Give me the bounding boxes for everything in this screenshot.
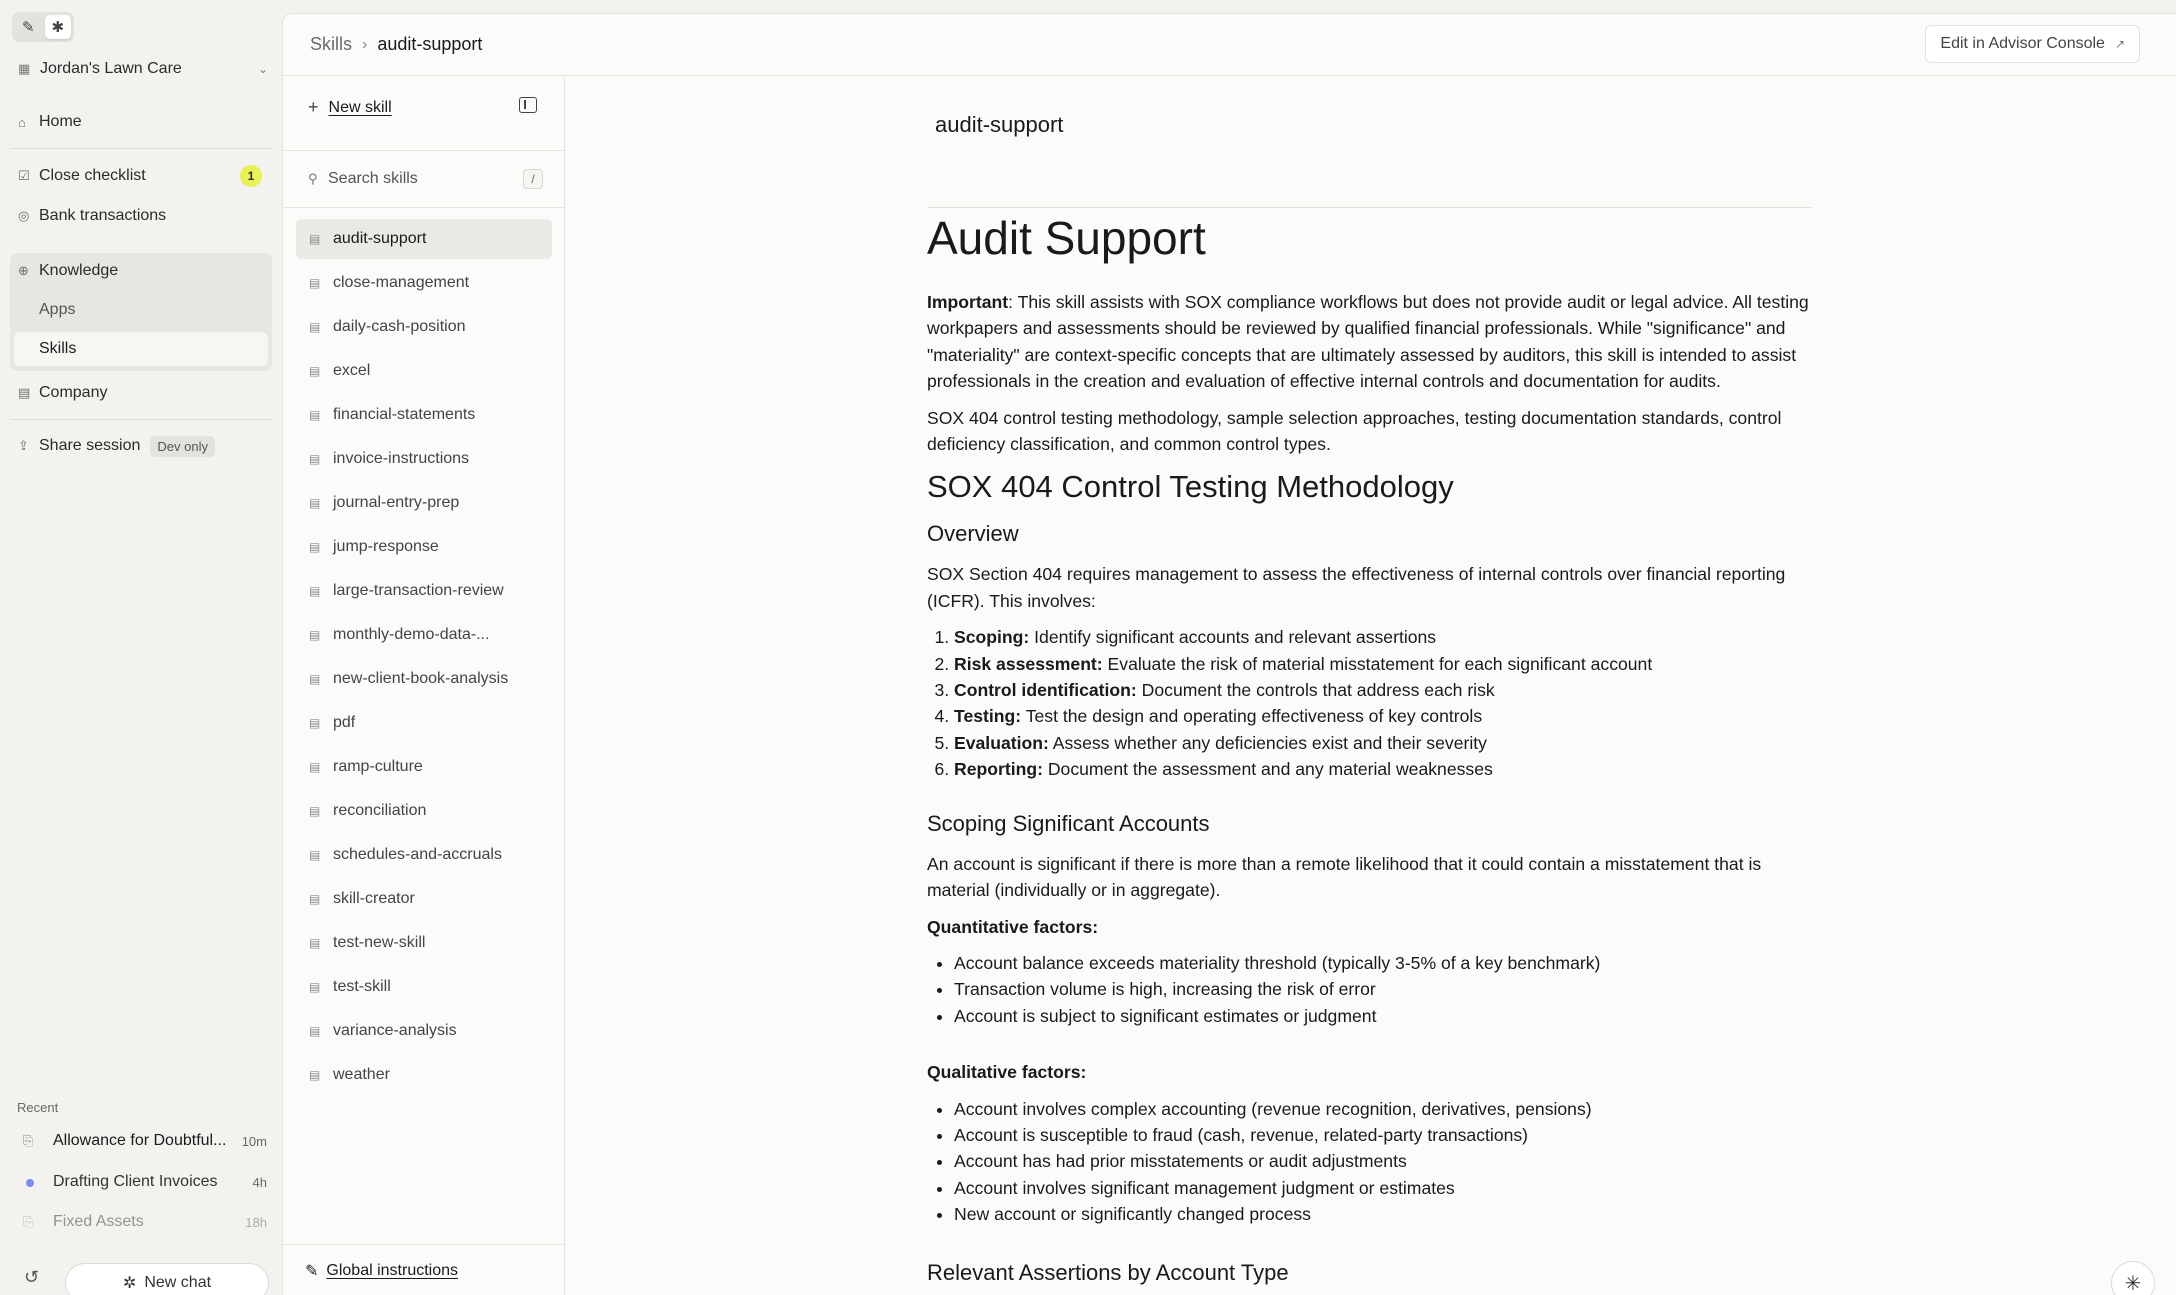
- doc-title: Audit Support: [927, 212, 1206, 264]
- step-text: Document the assessment and any material weaknesses: [1042, 759, 1493, 780]
- breadcrumb-separator: ›: [362, 35, 368, 53]
- nav-divider: [10, 419, 272, 420]
- file-icon: ▤: [309, 936, 321, 950]
- keyboard-shortcut-hint: /: [523, 169, 543, 189]
- nav-close-checklist-label: Close checklist: [39, 167, 146, 184]
- chevron-down-icon: ⌄: [257, 62, 268, 76]
- globe-icon: ⊕: [18, 263, 29, 278]
- file-icon: ▤: [309, 584, 321, 598]
- file-icon: ▤: [309, 672, 321, 686]
- edit-button-label: Edit in Advisor Console: [1940, 35, 2105, 52]
- skill-list-item-label: daily-cash-position: [333, 318, 466, 335]
- new-skill-label: New skill: [328, 98, 392, 116]
- left-nav: [0, 0, 282, 1295]
- list-item: • Transaction volume is high, increasing the risk of error: [954, 976, 1811, 1002]
- building-icon: ▦: [18, 61, 31, 76]
- list-item: [954, 730, 1811, 756]
- skill-list-item[interactable]: [296, 1055, 552, 1095]
- file-icon: ▤: [309, 408, 321, 422]
- recent-chat[interactable]: [17, 1164, 267, 1200]
- skill-list-item[interactable]: [296, 351, 552, 391]
- file-icon: ▤: [309, 1024, 321, 1038]
- external-link-icon: ↗: [2114, 37, 2125, 51]
- file-icon: ▤: [309, 1068, 321, 1082]
- section-heading: SOX 404 Control Testing Methodology: [927, 469, 1454, 505]
- nav-share-session-label: Share session: [39, 437, 141, 454]
- step-label: Reporting:: [954, 759, 1043, 780]
- nav-home-label: Home: [39, 113, 82, 130]
- file-icon: ▤: [309, 452, 321, 466]
- nav-divider: [10, 148, 272, 149]
- skill-list-item[interactable]: [296, 879, 552, 919]
- nav-footer: [0, 1255, 282, 1295]
- edit-icon: ✎: [305, 1262, 319, 1280]
- file-icon: ▤: [309, 276, 321, 290]
- list-item: [954, 756, 1811, 782]
- breadcrumb-skills[interactable]: Skills: [310, 34, 353, 54]
- skill-list-item[interactable]: [296, 923, 552, 963]
- list-item: • Account is susceptible to fraud (cash, revenue, related-party transactions): [954, 1122, 1811, 1148]
- skill-list-item-label: invoice-instructions: [333, 450, 470, 467]
- skill-list-item[interactable]: [296, 615, 552, 655]
- skill-list-item-label: reconciliation: [333, 802, 427, 819]
- new-skill-button[interactable]: [308, 97, 392, 118]
- nav-close-checklist[interactable]: [10, 158, 272, 194]
- list-item: [954, 651, 1811, 677]
- nav-share-session[interactable]: [10, 428, 272, 464]
- list-item: • Account involves complex accounting (revenue recognition, derivatives, pensions): [954, 1096, 1811, 1122]
- step-label: Evaluation:: [954, 732, 1049, 753]
- recent-chat-time: 10m: [241, 1133, 267, 1149]
- subsection-heading: Relevant Assertions by Account Type: [927, 1259, 1289, 1285]
- file-icon: ▤: [309, 892, 321, 906]
- list-item: • Account has had prior misstatements or audit adjustments: [954, 1148, 1811, 1174]
- file-icon: ▤: [309, 716, 321, 730]
- step-text: Test the design and operating effectiveness of key controls: [1021, 706, 1483, 727]
- sidebar-toggle-icon[interactable]: [519, 97, 537, 113]
- main-panel: [282, 13, 2176, 1295]
- overview-paragraph: SOX Section 404 requires management to assess the effectiveness of internal controls over financial reporting (ICFR). This involves:: [927, 564, 1786, 611]
- subsection-heading: Scoping Significant Accounts: [927, 810, 1210, 836]
- dev-only-badge: Dev only: [150, 436, 215, 457]
- skill-list-item-label: jump-response: [333, 538, 439, 555]
- quantitative-heading: Quantitative factors:: [927, 916, 1099, 937]
- scoping-paragraph: An account is significant if there is more than a remote likelihood that it could contain a misstatement that is material (individually or in aggregate).: [927, 853, 1762, 901]
- recent-chat[interactable]: [17, 1204, 267, 1240]
- nav-bank-transactions-label: Bank transactions: [39, 207, 167, 224]
- skill-list-item-label: large-transaction-review: [333, 582, 504, 599]
- sparkle-icon: ✲: [122, 1275, 137, 1292]
- skill-list-item[interactable]: [296, 263, 552, 303]
- home-icon: ⌂: [18, 114, 26, 130]
- skill-list-item[interactable]: [296, 791, 552, 831]
- step-text: Evaluate the risk of material misstatement for each significant account: [1102, 653, 1653, 674]
- skill-list-item-label: weather: [333, 1066, 390, 1083]
- intro-paragraph: SOX 404 control testing methodology, sample selection approaches, testing documentation standards, control deficiency classification, and common control types.: [927, 407, 1782, 455]
- list-item: • Account involves significant management judgment or estimates: [954, 1175, 1811, 1201]
- skill-list-item[interactable]: [296, 307, 552, 347]
- step-label: Testing:: [954, 706, 1022, 727]
- breadcrumb-current: audit-support: [377, 34, 483, 54]
- list-item: [954, 624, 1811, 650]
- skill-list-item-label: pdf: [333, 714, 356, 731]
- recent-label: Recent: [17, 1100, 59, 1115]
- step-label: Scoping:: [954, 627, 1030, 648]
- skill-list-item[interactable]: [296, 703, 552, 743]
- recent-chat-title: Fixed Assets: [53, 1213, 144, 1230]
- skill-list-item-label: journal-entry-prep: [333, 494, 460, 511]
- subsection-heading: Overview: [927, 521, 1019, 547]
- skill-list-item[interactable]: [296, 747, 552, 787]
- file-icon: ▤: [309, 760, 321, 774]
- nav-knowledge[interactable]: [10, 253, 272, 289]
- skill-list-item-label: excel: [333, 362, 371, 379]
- doc-divider: [927, 207, 1811, 208]
- recent-chat-title: Drafting Client Invoices: [53, 1173, 218, 1190]
- file-icon: ▤: [309, 496, 321, 510]
- skill-list-item[interactable]: [296, 659, 552, 699]
- skill-list-item-label: variance-analysis: [333, 1022, 457, 1039]
- skill-list-item-label: ramp-culture: [333, 758, 423, 775]
- share-icon: ⇪: [18, 438, 29, 453]
- list-item: • Account is subject to significant estimates or judgment: [954, 1003, 1811, 1029]
- nav-knowledge-label: Knowledge: [39, 262, 119, 279]
- help-sparkle-icon[interactable]: ✳: [2111, 1261, 2155, 1295]
- org-switcher[interactable]: [18, 54, 268, 84]
- skill-list-item-label: monthly-demo-data-...: [333, 626, 490, 643]
- list-item: • New account or significantly changed process: [954, 1201, 1811, 1227]
- skill-list-item[interactable]: [296, 967, 552, 1007]
- qualitative-label: [927, 1059, 1811, 1085]
- nav-company-label: Company: [39, 384, 108, 401]
- nav-skills[interactable]: Skills: [14, 332, 268, 366]
- important-label: Important: [927, 292, 1009, 312]
- quantitative-list: [954, 950, 1811, 1029]
- step-text: Document the controls that address each risk: [1136, 680, 1495, 701]
- list-item: [954, 703, 1811, 729]
- skill-list-item[interactable]: [296, 527, 552, 567]
- list-item: [954, 677, 1811, 703]
- company-icon: ▤: [18, 385, 31, 400]
- file-icon: ▤: [309, 848, 321, 862]
- recent-chat-time: 18h: [245, 1214, 267, 1230]
- steps-list: [954, 624, 1811, 782]
- pen-icon[interactable]: ✎: [21, 19, 35, 36]
- search-icon: ⚲: [308, 171, 318, 186]
- nav-company[interactable]: [10, 375, 272, 411]
- recent-chat[interactable]: [17, 1123, 267, 1159]
- qualitative-list: [954, 1096, 1811, 1228]
- file-icon: ▤: [309, 540, 321, 554]
- nav-home[interactable]: [10, 104, 272, 140]
- file-icon: ▤: [309, 232, 321, 246]
- skill-list-item[interactable]: [296, 219, 552, 259]
- step-label: Control identification:: [954, 680, 1137, 701]
- skill-list-item-label: schedules-and-accruals: [333, 846, 502, 863]
- nav-bank-transactions[interactable]: [10, 198, 272, 234]
- sparkle-icon[interactable]: ✱: [45, 15, 72, 39]
- skill-list: [296, 219, 552, 1099]
- checklist-icon: ☑: [18, 168, 30, 183]
- nav-apps[interactable]: Apps: [39, 301, 76, 318]
- count-badge: 1: [240, 165, 262, 187]
- new-chat-button[interactable]: [65, 1263, 269, 1295]
- file-icon: ▤: [309, 320, 321, 334]
- org-name: Jordan's Lawn Care: [40, 60, 182, 77]
- chat-icon: ⎘: [23, 1214, 34, 1229]
- skill-list-item[interactable]: [296, 483, 552, 523]
- skill-list-item[interactable]: [296, 439, 552, 479]
- step-text: Identify significant accounts and relevant assertions: [1029, 627, 1437, 648]
- recent-chat-title: Allowance for Doubtful...: [53, 1132, 227, 1149]
- global-instructions-label: Global instructions: [326, 1261, 459, 1279]
- bank-icon: ◎: [18, 208, 30, 223]
- skill-list-item-label: new-client-book-analysis: [333, 670, 509, 687]
- plus-icon: +: [308, 97, 319, 117]
- global-instructions-link[interactable]: [283, 1244, 565, 1295]
- file-icon: ▤: [309, 364, 321, 378]
- quantitative-label: [927, 914, 1811, 940]
- qualitative-heading: Qualitative factors:: [927, 1062, 1087, 1083]
- edit-in-advisor-console-button[interactable]: [1925, 25, 2140, 63]
- skill-list-item-label: test-skill: [333, 978, 391, 995]
- list-item: • Account balance exceeds materiality threshold (typically 3-5% of a key benchmark): [954, 950, 1811, 976]
- important-note: [927, 289, 1811, 395]
- important-text: : This skill assists with SOX compliance workflows but does not provide audit or legal advice. All testing workpapers and assessments should be reviewed by qualified financial professionals. While "significance" and "materiality" are context-specific concepts that are ultimately assessed by auditors, this skill is intended to assist professionals in the creation and evaluation of effective internal controls and documentation for audits.: [927, 292, 1809, 392]
- skill-list-item[interactable]: [296, 835, 552, 875]
- skill-name: audit-support: [935, 112, 1064, 137]
- file-icon: ▤: [309, 628, 321, 642]
- skills-search: [283, 150, 565, 208]
- file-icon: ▤: [309, 804, 321, 818]
- skill-list-item-label: financial-statements: [333, 406, 476, 423]
- unread-dot-icon: [17, 1175, 53, 1190]
- new-chat-label: New chat: [144, 1274, 212, 1291]
- step-text: Assess whether any deficiencies exist and their severity: [1048, 732, 1487, 753]
- mode-toggle[interactable]: [12, 12, 74, 42]
- skill-list-item-label: test-new-skill: [333, 934, 426, 951]
- skill-list-item-label: skill-creator: [333, 890, 415, 907]
- doc-body: [927, 209, 1811, 1295]
- skill-list-item-label: audit-support: [333, 230, 427, 247]
- skill-list-item[interactable]: [296, 571, 552, 611]
- top-bar: [283, 14, 2176, 76]
- chat-icon: ⎘: [23, 1133, 34, 1148]
- skill-list-item[interactable]: [296, 395, 552, 435]
- step-label: Risk assessment:: [954, 653, 1103, 674]
- file-icon: ▤: [309, 980, 321, 994]
- search-input[interactable]: [328, 170, 523, 188]
- skills-panel: [283, 76, 565, 1295]
- skill-list-item-label: close-management: [333, 274, 470, 291]
- history-icon[interactable]: ↺: [24, 1267, 40, 1287]
- recent-chat-time: 4h: [252, 1174, 267, 1190]
- skill-list-item[interactable]: [296, 1011, 552, 1051]
